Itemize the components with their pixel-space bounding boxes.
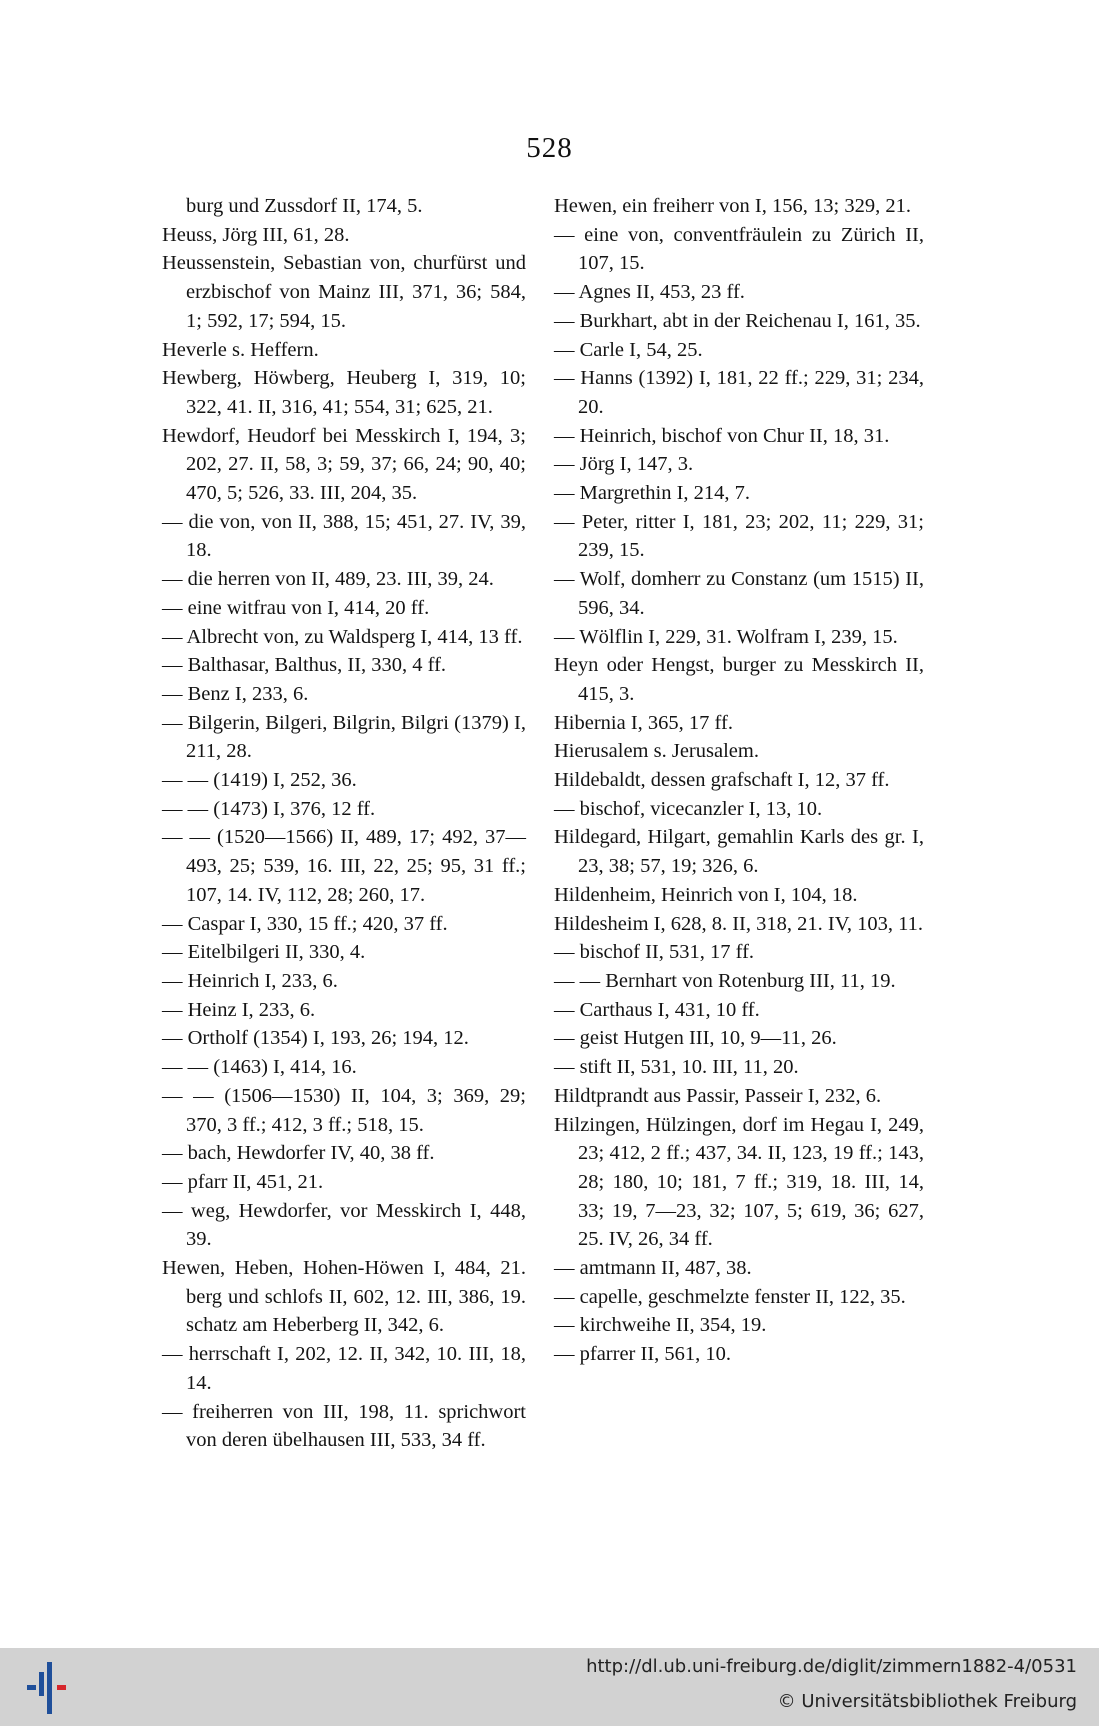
index-entry: — — (1419) I, 252, 36. (162, 769, 357, 792)
index-entry: Hewen, ein freiherr von I, 156, 13; 329, 21. (554, 195, 911, 217)
index-entry: — Heinz I, 233, 6. (162, 998, 316, 1021)
index-entry: — freiherren von III, 198, 11. sprichwort von deren übelhausen III, 533, 34 ff. (162, 1400, 526, 1452)
index-entry: — kirchweihe II, 354, 19. (554, 1314, 767, 1337)
index-entry: — Bilgerin, Bilgeri, Bilgrin, Bilgri (1379) I, 211, 28. (162, 711, 526, 763)
index-entry: — Heinrich, bischof von Chur II, 18, 31. (554, 424, 890, 447)
index-entry: — Margrethin I, 214, 7. (554, 482, 751, 505)
index-entry: — — (1520—1566) II, 489, 17; 492, 37—493, 25; 539, 16. III, 22, 25; 95, 31 ff.; 107, 14. IV, 112, 28; 260, 17. (162, 826, 526, 906)
index-entry: Hewberg, Höwberg, Heuberg I, 319, 10; 322, 41. II, 316, 41; 554, 31; 625, 21. (162, 367, 526, 418)
index-entry: — amtmann II, 487, 38. (554, 1257, 752, 1280)
index-entry: — bischof II, 531, 17 ff. (554, 941, 755, 964)
index-entry: — bach, Hewdorfer IV, 40, 38 ff. (162, 1142, 435, 1165)
index-entry: — Ortholf (1354) I, 193, 26; 194, 12. (162, 1027, 469, 1050)
index-entry: Hewen, Heben, Hohen-Höwen I, 484, 21. berg und schlofs II, 602, 12. III, 386, 19. schatz am Heberberg II, 342, 6. (162, 1257, 526, 1337)
index-entry: — geist Hutgen III, 10, 9—11, 26. (554, 1027, 837, 1050)
index-entry: Heverle s. Heffern. (162, 338, 319, 361)
index-entry: — die herren von II, 489, 23. III, 39, 24. (162, 568, 494, 591)
index-entry: — Burkhart, abt in der Reichenau I, 161, 35. (554, 309, 921, 332)
index-entry: — Benz I, 233, 6. (162, 682, 309, 705)
copyright-text: © Universitätsbibliothek Freiburg (777, 1691, 1077, 1712)
index-entry: — Hanns (1392) I, 181, 22 ff.; 229, 31; 234, 20. (554, 367, 924, 418)
index-entry: Hildebaldt, dessen grafschaft I, 12, 37 ff. (554, 769, 890, 792)
index-entry: — — Bernhart von Rotenburg III, 11, 19. (554, 969, 896, 992)
index-column-left (162, 192, 526, 1455)
index-entry: — eine witfrau von I, 414, 20 ff. (162, 596, 430, 619)
page-number: 528 (526, 132, 573, 164)
index-entry: — Heinrich I, 233, 6. (162, 969, 338, 992)
index-entry: — weg, Hewdorfer, vor Messkirch I, 448, 39. (162, 1199, 526, 1251)
index-entry: — — (1463) I, 414, 16. (162, 1056, 357, 1079)
index-entry: — pfarr II, 451, 21. (162, 1170, 324, 1193)
index-entry: — bischof, vicecanzler I, 13, 10. (554, 797, 823, 820)
index-entry: Hibernia I, 365, 17 ff. (554, 711, 733, 734)
index-entry: — herrschaft I, 202, 12. II, 342, 10. III, 18, 14. (162, 1343, 526, 1394)
index-entry: — Wolf, domherr zu Constanz (um 1515) II, 596, 34. (554, 568, 924, 619)
index-entry: — Balthasar, Balthus, II, 330, 4 ff. (162, 654, 447, 677)
index-entry: burg und Zussdorf II, 174, 5. (186, 195, 423, 217)
source-url-link[interactable]: http://dl.ub.uni-freiburg.de/diglit/zimmern1882-4/0531 (586, 1656, 1077, 1677)
index-entry: Heuss, Jörg III, 61, 28. (162, 223, 350, 246)
index-entry: — — (1506—1530) II, 104, 3; 369, 29; 370, 3 ff.; 412, 3 ff.; 518, 15. (162, 1084, 526, 1136)
index-column-right (554, 192, 924, 1369)
index-entry: Hewdorf, Heudorf bei Messkirch I, 194, 3; 202, 27. II, 58, 3; 59, 37; 66, 24; 90, 40; 470, 5; 526, 33. III, 204, 35. (162, 424, 526, 505)
index-entry: Hildtprandt aus Passir, Passeir I, 232, 6. (554, 1084, 882, 1107)
index-entry: Heussenstein, Sebastian von, churfürst und erzbischof von Mainz III, 371, 36; 584, 1; 592, 17; 594, 15. (162, 252, 526, 332)
index-entry: — eine von, conventfräulein zu Zürich II, 107, 15. (554, 223, 924, 275)
index-entry: — Carle I, 54, 25. (554, 338, 703, 361)
index-entry: — capelle, geschmelzte fenster II, 122, 35. (554, 1285, 906, 1308)
index-entry: — Eitelbilgeri II, 330, 4. (162, 941, 366, 964)
index-entry: — Albrecht von, zu Waldsperg I, 414, 13 ff. (162, 625, 523, 648)
ub-freiburg-logo-icon[interactable] (22, 1658, 70, 1720)
index-entry: Heyn oder Hengst, burger zu Messkirch II, 415, 3. (554, 654, 924, 705)
index-entry: — die von, von II, 388, 15; 451, 27. IV, 39, 18. (162, 510, 526, 562)
index-entry: — stift II, 531, 10. III, 11, 20. (554, 1056, 799, 1079)
index-entry: — Peter, ritter I, 181, 23; 202, 11; 229, 31; 239, 15. (554, 510, 924, 562)
index-entry: — Agnes II, 453, 23 ff. (554, 281, 745, 304)
index-entry: Hilzingen, Hülzingen, dorf im Hegau I, 249, 23; 412, 2 ff.; 437, 34. II, 123, 19 ff.; 143, 28; 180, 10; 181, 7 ff.; 319, 18. III, 14, 33; 19, 7—23, 32; 107, 5; 619, 36; 627, 25. IV, 26, 34 ff. (554, 1113, 924, 1251)
index-entry: — Carthaus I, 431, 10 ff. (554, 998, 760, 1021)
index-entry: — Caspar I, 330, 15 ff.; 420, 37 ff. (162, 912, 448, 935)
index-entry: — Jörg I, 147, 3. (554, 453, 694, 476)
index-entry: — pfarrer II, 561, 10. (554, 1343, 732, 1366)
index-entry: Hierusalem s. Jerusalem. (554, 740, 759, 763)
index-entry: Hildenheim, Heinrich von I, 104, 18. (554, 883, 858, 906)
index-entry: — Wölflin I, 229, 31. Wolfram I, 239, 15. (554, 625, 898, 648)
index-entry: — — (1473) I, 376, 12 ff. (162, 797, 376, 820)
index-entry: Hildesheim I, 628, 8. II, 318, 21. IV, 103, 11. (554, 912, 923, 935)
index-entry: Hildegard, Hilgart, gemahlin Karls des gr. I, 23, 38; 57, 19; 326, 6. (554, 826, 924, 878)
